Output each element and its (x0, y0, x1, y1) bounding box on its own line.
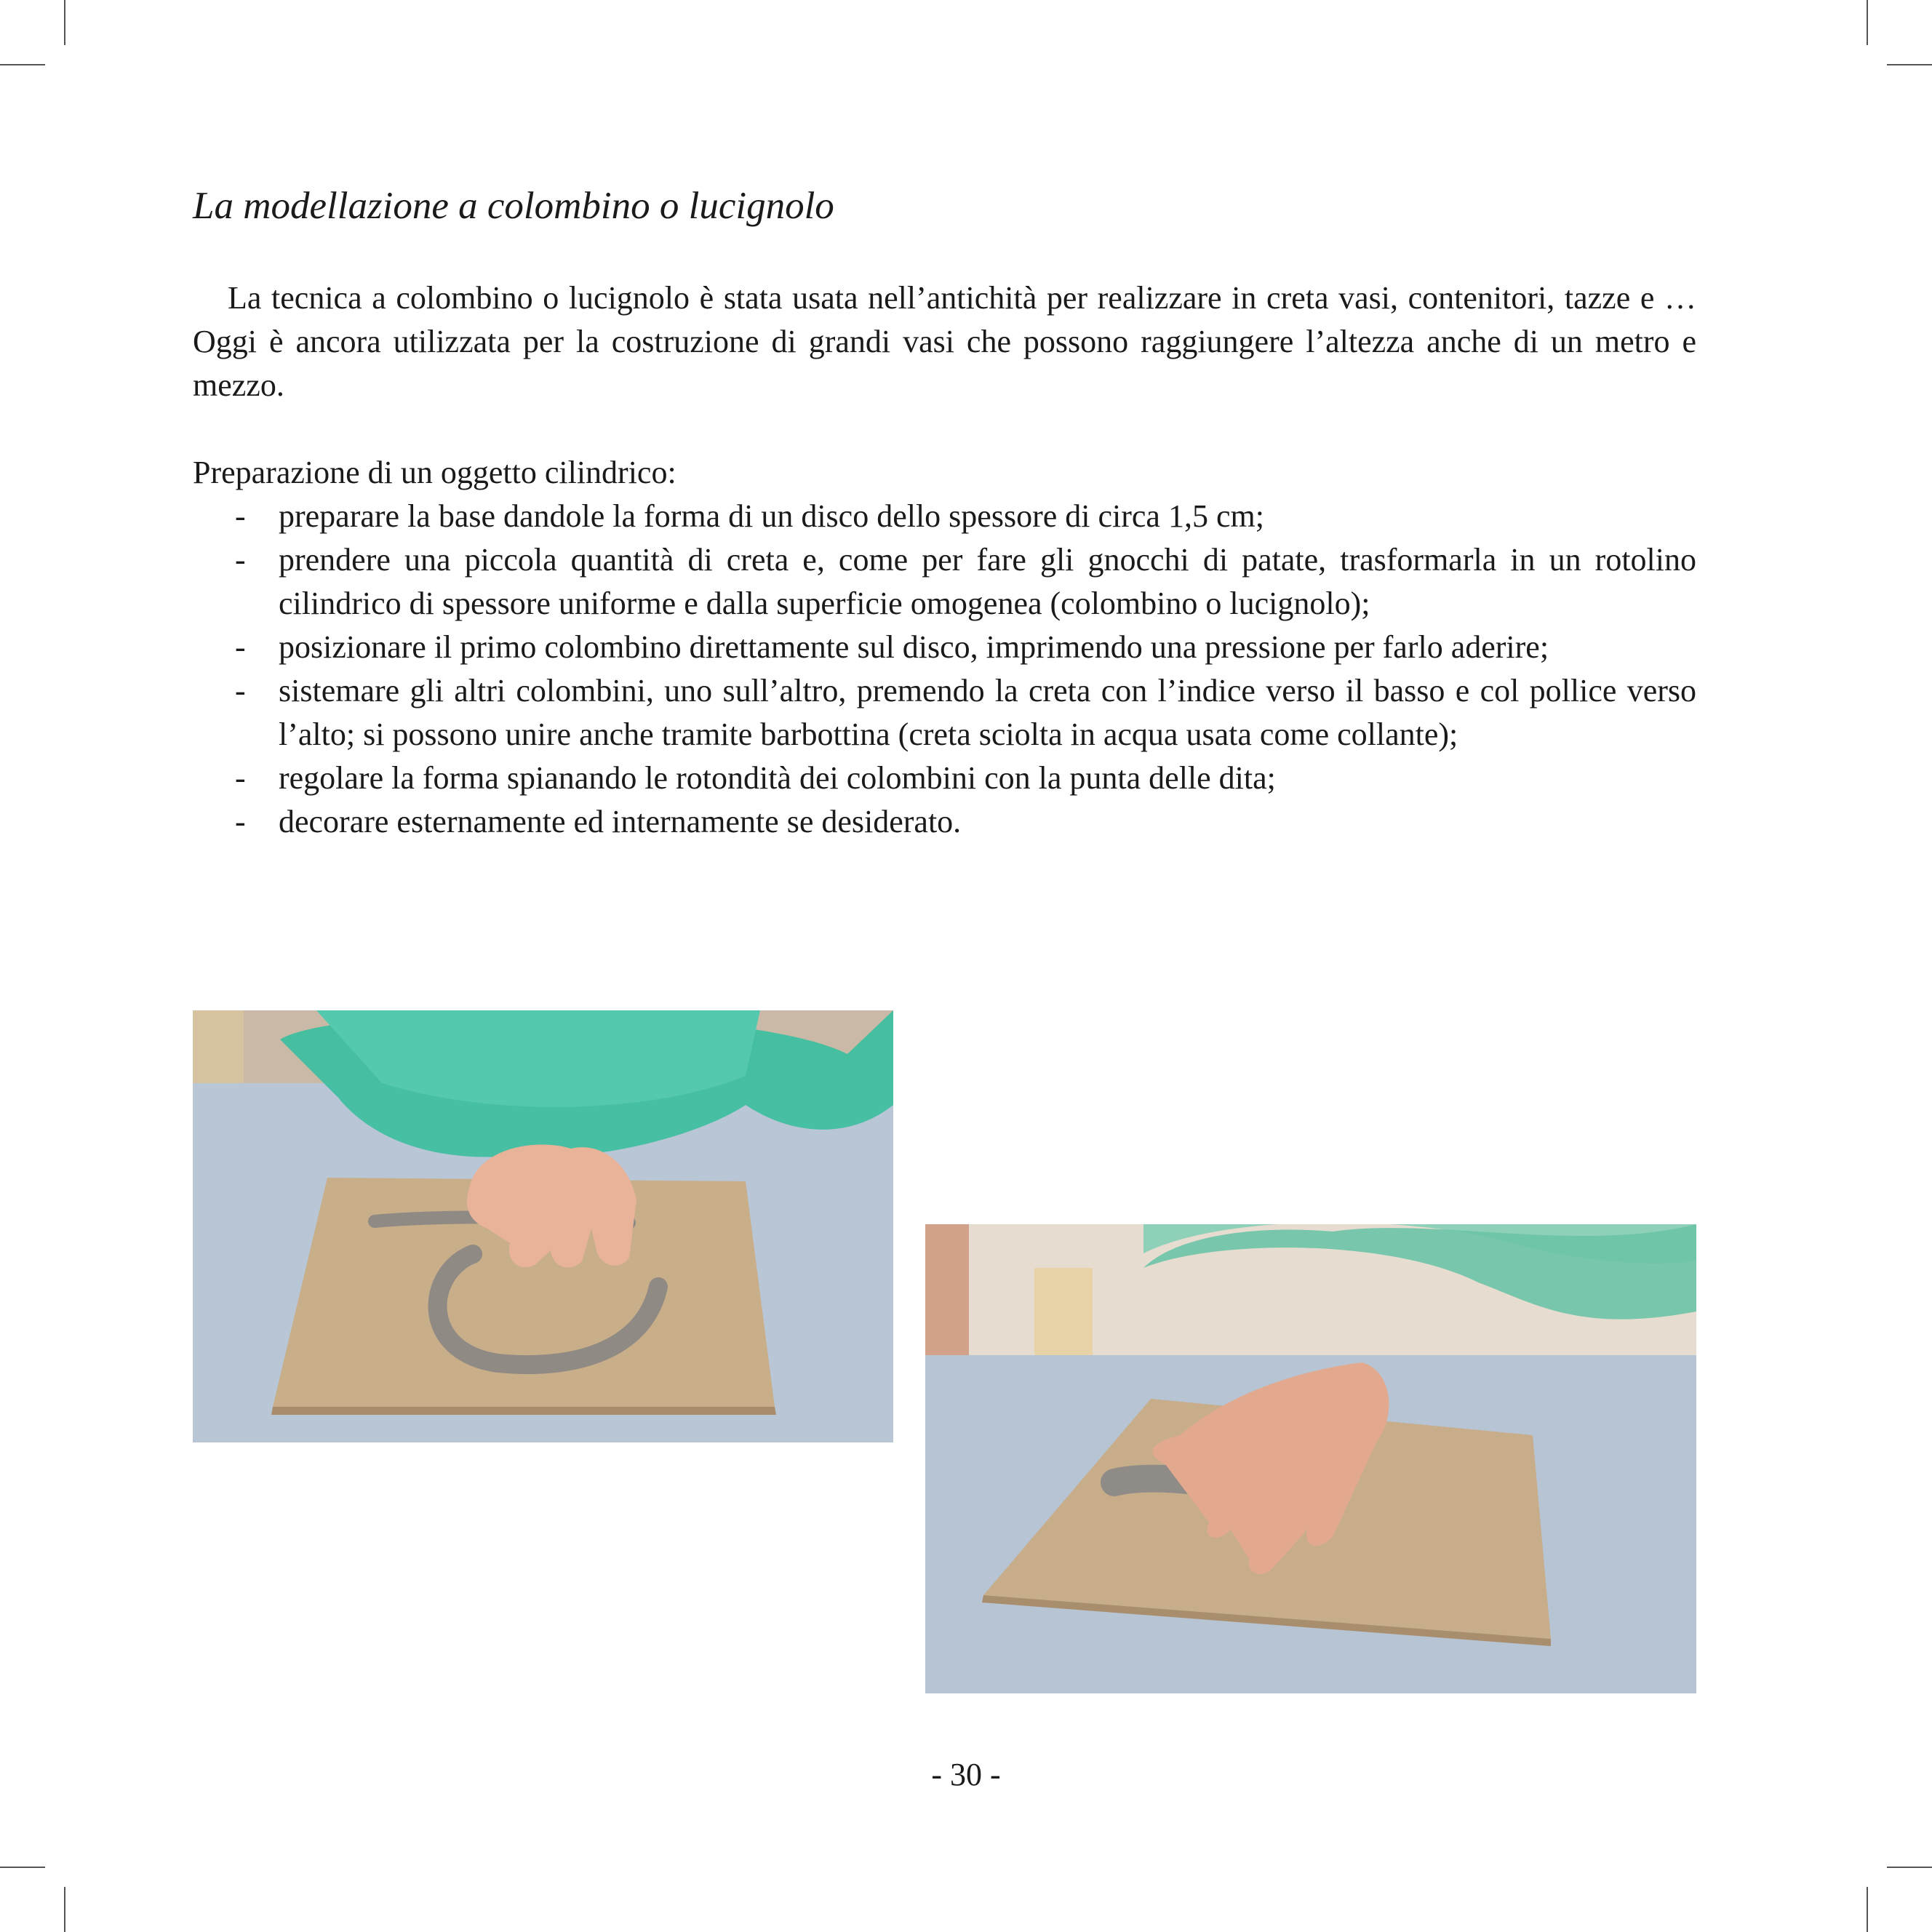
crop-mark (1867, 1887, 1868, 1932)
list-item-text: regolare la forma spianando le rotondità dei colombini con la punta delle dita; (279, 760, 1276, 796)
crop-mark (64, 0, 65, 45)
list-dash: - (235, 629, 246, 665)
list-item-text: prendere una piccola quantità di creta e, come per fare gli gnocchi di patate, trasformarla in un rotolino cilindrico di spessore uniforme e dalla superficie omogenea (colombino o lucignolo); (279, 542, 1696, 621)
photo-illustration (193, 1010, 893, 1442)
list-item (193, 757, 1696, 800)
page-number: - 30 - (931, 1757, 1001, 1792)
list-item (193, 626, 1696, 669)
section-title: La modellazione a colombino o lucignolo (193, 185, 834, 227)
list-item-text: sistemare gli altri colombini, uno sull’altro, premendo la creta con l’indice verso il basso e col pollice verso l’alto; si possono unire anche tramite barbottina (creta sciolta in acqua usata come collante); (279, 673, 1696, 752)
steps-list (193, 495, 1696, 844)
crop-mark (1887, 1867, 1932, 1868)
list-item (193, 495, 1696, 538)
crop-mark (0, 64, 45, 65)
list-dash: - (235, 673, 246, 708)
list-item (193, 800, 1696, 844)
list-dash: - (235, 498, 246, 534)
list-dash: - (235, 760, 246, 796)
list-item-text: decorare esternamente ed internamente se desiderato. (279, 804, 962, 839)
crop-mark (1887, 64, 1932, 65)
list-item (193, 538, 1696, 626)
board-edge (271, 1407, 776, 1415)
list-item (193, 669, 1696, 757)
crop-mark (64, 1887, 65, 1932)
crop-mark (0, 1867, 45, 1868)
background-floor (925, 1224, 969, 1370)
list-item-text: preparare la base dandole la forma di un disco dello spessore di circa 1,5 cm; (279, 498, 1264, 534)
photo-hand-pressing-clay-coil (925, 1224, 1696, 1693)
photo-hands-rolling-clay-coil (193, 1010, 893, 1442)
list-dash: - (235, 542, 246, 578)
preparation-heading: Preparazione di un oggetto cilindrico: (193, 455, 676, 490)
list-item-text: posizionare il primo colombino direttamente sul disco, imprimendo una pressione per farlo aderire; (279, 629, 1549, 665)
intro-paragraph: La tecnica a colombino o lucignolo è stata usata nell’antichità per realizzare in creta vasi, contenitori, tazze e … Oggi è ancora utilizzata per la costruzione di grandi vasi che possono raggiungere l’altezza anche di un metro e mezzo. (193, 280, 1696, 403)
crop-mark (1867, 0, 1868, 45)
list-dash: - (235, 804, 246, 839)
background-furniture (1034, 1268, 1093, 1362)
photo-illustration (925, 1224, 1696, 1693)
